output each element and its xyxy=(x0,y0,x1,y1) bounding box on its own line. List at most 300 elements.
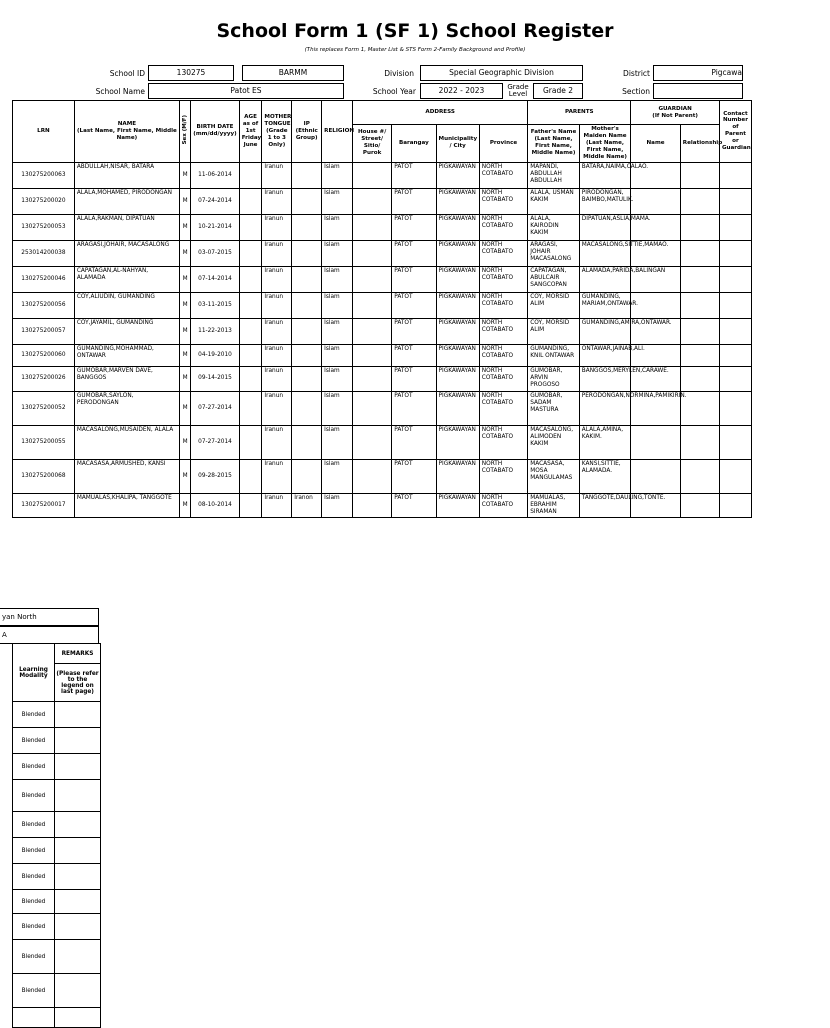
birth-date-cell: 09-28-2015 xyxy=(191,459,239,493)
sex-cell: M xyxy=(179,292,190,318)
barangay-cell: PATOT xyxy=(392,162,436,188)
mother-cell: ONTAWAR,JAINAB,ALI. xyxy=(579,344,631,366)
age-cell xyxy=(239,391,262,425)
age-cell xyxy=(239,366,262,391)
municipality-cell: PIGKAWAYAN xyxy=(436,459,479,493)
remarks-cell xyxy=(55,812,101,838)
father-cell: GUMOBAR, ARVIN PROGOSO xyxy=(528,366,580,391)
remarks-cell xyxy=(55,754,101,780)
age-cell xyxy=(239,214,262,240)
list-item xyxy=(13,890,101,914)
religion-cell: Islam xyxy=(322,188,353,214)
header-religion: RELIGION xyxy=(322,101,353,163)
lrn-cell: 130275200052 xyxy=(13,391,75,425)
lrn-cell: 130275200068 xyxy=(13,459,75,493)
birth-date-cell: 11-06-2014 xyxy=(191,162,239,188)
municipality-cell: PIGKAWAYAN xyxy=(436,318,479,344)
barangay-cell: PATOT xyxy=(392,459,436,493)
table-row xyxy=(13,391,752,425)
contact-cell xyxy=(719,425,751,459)
religion-cell: Islam xyxy=(322,292,353,318)
father-cell: COY, MORSID ALIM xyxy=(528,292,580,318)
header-father: Father's Name (Last Name, First Name, Middle Name) xyxy=(528,125,580,163)
religion-cell: Islam xyxy=(322,318,353,344)
house-cell xyxy=(353,188,392,214)
name-cell: GUMANDING,MOHAMMAD, ONTAWAR xyxy=(74,344,179,366)
mother-cell: ALAMADA,PARIDA,BALINGAN xyxy=(579,266,631,292)
remarks-cell xyxy=(55,864,101,890)
contact-cell xyxy=(719,391,751,425)
list-item xyxy=(13,838,101,864)
mother-cell: GUMANDING, MARIAM,ONTAWAR. xyxy=(579,292,631,318)
name-cell: ALALA,MOHAMED, PIRODONGAN xyxy=(74,188,179,214)
table-row xyxy=(13,459,752,493)
contact-cell xyxy=(719,344,751,366)
barangay-cell: PATOT xyxy=(392,214,436,240)
name-cell: ABDULLAH,NISAR, BATARA xyxy=(74,162,179,188)
province-cell: NORTH COTABATO xyxy=(479,266,527,292)
father-cell: GUMOBAR, SADAM MASTURA xyxy=(528,391,580,425)
religion-cell: Islam xyxy=(322,493,353,518)
father-cell: MAPANDI, ABDULLAH ABDULLAH xyxy=(528,162,580,188)
learning-modality-cell: Blended xyxy=(13,702,55,728)
name-cell: ARAGASI,JOHAIR, MACASALONG xyxy=(74,240,179,266)
ip-cell xyxy=(292,459,322,493)
mother-tongue-cell: Iranun xyxy=(262,214,292,240)
header-ip: IP (Ethnic Group) xyxy=(292,101,322,163)
form-subtitle: (This replaces Form 1, Master List & STS Form 2-Family Background and Profile) xyxy=(304,47,526,53)
ip-cell xyxy=(292,344,322,366)
mother-tongue-cell: Iranun xyxy=(262,344,292,366)
name-cell: CAPATAGAN,AL-NAHYAN, ALAMADA xyxy=(74,266,179,292)
mother-tongue-cell: Iranun xyxy=(262,459,292,493)
religion-cell: Islam xyxy=(322,344,353,366)
religion-cell: Islam xyxy=(322,162,353,188)
learning-modality-cell: Blended xyxy=(13,914,55,940)
name-cell: MACASALONG,MUSAIDEN, ALALA xyxy=(74,425,179,459)
age-cell xyxy=(239,292,262,318)
remarks-cell xyxy=(55,728,101,754)
mother-tongue-cell: Iranun xyxy=(262,366,292,391)
birth-date-cell: 11-22-2013 xyxy=(191,318,239,344)
ip-cell xyxy=(292,425,322,459)
barangay-cell: PATOT xyxy=(392,318,436,344)
grade-level-label: Grade Level xyxy=(507,83,529,98)
birth-date-cell: 07-24-2014 xyxy=(191,188,239,214)
religion-cell: Islam xyxy=(322,425,353,459)
mother-tongue-cell: Iranun xyxy=(262,318,292,344)
municipality-cell: PIGKAWAYAN xyxy=(436,266,479,292)
house-cell xyxy=(353,366,392,391)
contact-cell xyxy=(719,188,751,214)
table-row xyxy=(13,162,752,188)
school-name-label: School Name xyxy=(95,87,145,96)
birth-date-cell: 07-27-2014 xyxy=(191,425,239,459)
lrn-cell: 130275200053 xyxy=(13,214,75,240)
register-table xyxy=(12,100,752,518)
house-cell xyxy=(353,459,392,493)
house-cell xyxy=(353,214,392,240)
list-item xyxy=(13,914,101,940)
municipality-cell: PIGKAWAYAN xyxy=(436,493,479,518)
lrn-cell: 130275200055 xyxy=(13,425,75,459)
house-cell xyxy=(353,318,392,344)
barangay-cell: PATOT xyxy=(392,366,436,391)
lrn-cell: 130275200026 xyxy=(13,366,75,391)
province-cell: NORTH COTABATO xyxy=(479,459,527,493)
guardian-relationship-cell xyxy=(680,459,719,493)
province-cell: NORTH COTABATO xyxy=(479,344,527,366)
barangay-cell: PATOT xyxy=(392,425,436,459)
municipality-cell: PIGKAWAYAN xyxy=(436,162,479,188)
ip-cell xyxy=(292,292,322,318)
ip-cell xyxy=(292,240,322,266)
table-row xyxy=(13,266,752,292)
lrn-cell: 130275200020 xyxy=(13,188,75,214)
barangay-cell: PATOT xyxy=(392,188,436,214)
sex-cell: M xyxy=(179,162,190,188)
sex-cell: M xyxy=(179,391,190,425)
guardian-name-cell xyxy=(631,459,680,493)
guardian-name-cell xyxy=(631,425,680,459)
list-item xyxy=(13,780,101,812)
table-row xyxy=(13,292,752,318)
mother-cell: KANSI,SITTIE, ALAMADA. xyxy=(579,459,631,493)
mother-tongue-cell: Iranun xyxy=(262,240,292,266)
age-cell xyxy=(239,493,262,518)
mother-cell: DIPATUAN,ASLIA,MAMA. xyxy=(579,214,631,240)
house-cell xyxy=(353,266,392,292)
father-cell: GUMANDING, KNIL ONTAWAR xyxy=(528,344,580,366)
province-cell: NORTH COTABATO xyxy=(479,425,527,459)
religion-cell: Islam xyxy=(322,240,353,266)
mother-cell: PERODONGAN,NORMINA,PAMIKIRIN. xyxy=(579,391,631,425)
list-item xyxy=(13,1008,101,1028)
name-cell: COY,JAYAMIL, GUMANDING xyxy=(74,318,179,344)
list-item xyxy=(13,812,101,838)
district-field[interactable]: Pigcawa xyxy=(653,65,743,81)
list-item xyxy=(13,728,101,754)
sex-cell: M xyxy=(179,344,190,366)
school-id-field[interactable]: 130275 xyxy=(148,65,234,81)
school-year-field[interactable]: 2022 - 2023 xyxy=(420,83,503,99)
header-lrn: LRN xyxy=(13,101,75,163)
list-item xyxy=(13,940,101,974)
mother-cell: ALALA,AMINA, KAKIM. xyxy=(579,425,631,459)
header-sex: Sex (M/F) xyxy=(179,101,190,163)
remarks-cell xyxy=(55,940,101,974)
learning-modality-cell: Blended xyxy=(13,780,55,812)
guardian-relationship-cell xyxy=(680,214,719,240)
birth-date-cell: 04-19-2010 xyxy=(191,344,239,366)
school-year-label: School Year xyxy=(372,87,416,96)
birth-date-cell: 03-07-2015 xyxy=(191,240,239,266)
municipality-cell: PIGKAWAYAN xyxy=(436,240,479,266)
mother-tongue-cell: Iranun xyxy=(262,391,292,425)
house-cell xyxy=(353,344,392,366)
remarks-table xyxy=(12,643,101,1028)
sex-cell: M xyxy=(179,214,190,240)
father-cell: ALALA, KAIRODIN KAKIM xyxy=(528,214,580,240)
table-row xyxy=(13,493,752,518)
list-item xyxy=(13,864,101,890)
table-row xyxy=(13,214,752,240)
province-cell: NORTH COTABATO xyxy=(479,162,527,188)
province-cell: NORTH COTABATO xyxy=(479,240,527,266)
learning-modality-cell: Blended xyxy=(13,754,55,780)
header-remarks: REMARKS xyxy=(55,644,101,664)
birth-date-cell: 07-14-2014 xyxy=(191,266,239,292)
contact-cell xyxy=(719,162,751,188)
contact-cell xyxy=(719,214,751,240)
region-field[interactable]: BARMM xyxy=(242,65,344,81)
age-cell xyxy=(239,425,262,459)
section-continuation: A xyxy=(0,626,99,644)
remarks-cell xyxy=(55,890,101,914)
mother-tongue-cell: Iranun xyxy=(262,493,292,518)
age-cell xyxy=(239,459,262,493)
table-row xyxy=(13,188,752,214)
house-cell xyxy=(353,162,392,188)
header-guardian: GUARDIAN (If Not Parent) xyxy=(631,101,720,125)
father-cell: MAMUALAS, EBRAHIM SIRAMAN xyxy=(528,493,580,518)
guardian-relationship-cell xyxy=(680,425,719,459)
barangay-cell: PATOT xyxy=(392,266,436,292)
father-cell: COY, MORSID ALIM xyxy=(528,318,580,344)
birth-date-cell: 07-27-2014 xyxy=(191,391,239,425)
birth-date-cell: 10-21-2014 xyxy=(191,214,239,240)
remarks-cell xyxy=(55,838,101,864)
table-row xyxy=(13,366,752,391)
province-cell: NORTH COTABATO xyxy=(479,318,527,344)
barangay-cell: PATOT xyxy=(392,292,436,318)
house-cell xyxy=(353,240,392,266)
learning-modality-cell: Blended xyxy=(13,728,55,754)
municipality-cell: PIGKAWAYAN xyxy=(436,188,479,214)
contact-cell xyxy=(719,366,751,391)
header-age: AGE as of 1st Friday June xyxy=(239,101,262,163)
sex-cell: M xyxy=(179,493,190,518)
house-cell xyxy=(353,391,392,425)
religion-cell: Islam xyxy=(322,366,353,391)
sex-cell: M xyxy=(179,425,190,459)
name-cell: COY,ALIUDIN, GUMANDING xyxy=(74,292,179,318)
guardian-relationship-cell xyxy=(680,318,719,344)
ip-cell xyxy=(292,266,322,292)
mother-tongue-cell: Iranun xyxy=(262,188,292,214)
municipality-cell: PIGKAWAYAN xyxy=(436,292,479,318)
guardian-relationship-cell xyxy=(680,162,719,188)
province-cell: NORTH COTABATO xyxy=(479,391,527,425)
header-province: Province xyxy=(479,125,527,163)
guardian-relationship-cell xyxy=(680,344,719,366)
birth-date-cell: 08-10-2014 xyxy=(191,493,239,518)
section-field[interactable] xyxy=(653,83,743,99)
lrn-cell: 130275200060 xyxy=(13,344,75,366)
contact-cell xyxy=(719,318,751,344)
ip-cell: Iranon xyxy=(292,493,322,518)
remarks-cell xyxy=(55,780,101,812)
barangay-cell: PATOT xyxy=(392,493,436,518)
age-cell xyxy=(239,344,262,366)
house-cell xyxy=(353,493,392,518)
age-cell xyxy=(239,266,262,292)
remarks-cell xyxy=(55,974,101,1008)
lrn-cell: 253014200038 xyxy=(13,240,75,266)
header-parents: PARENTS xyxy=(528,101,631,125)
mother-cell: TANGGOTE,DAULING,TONTE. xyxy=(579,493,631,518)
learning-modality-cell: Blended xyxy=(13,974,55,1008)
lrn-cell: 130275200046 xyxy=(13,266,75,292)
ip-cell xyxy=(292,214,322,240)
barangay-cell: PATOT xyxy=(392,344,436,366)
mother-cell: BATARA,NAIMA,CALAO. xyxy=(579,162,631,188)
province-cell: NORTH COTABATO xyxy=(479,292,527,318)
father-cell: MACASASA, MOSA MANGULAMAS xyxy=(528,459,580,493)
name-cell: GUMOBAR,SAYLON, PERODONGAN xyxy=(74,391,179,425)
header-contact: Contact Number of Parent or Guardian xyxy=(719,101,751,163)
mother-tongue-cell: Iranun xyxy=(262,292,292,318)
lrn-cell: 130275200056 xyxy=(13,292,75,318)
sex-cell: M xyxy=(179,318,190,344)
header-learning-modality: Learning Modality xyxy=(13,644,55,702)
name-cell: MACASASA,ARMUSHED, KANSI xyxy=(74,459,179,493)
learning-modality-cell: Blended xyxy=(13,812,55,838)
religion-cell: Islam xyxy=(322,214,353,240)
ip-cell xyxy=(292,318,322,344)
list-item xyxy=(13,702,101,728)
contact-cell xyxy=(719,493,751,518)
ip-cell xyxy=(292,162,322,188)
municipality-cell: PIGKAWAYAN xyxy=(436,214,479,240)
house-cell xyxy=(353,292,392,318)
lrn-cell: 130275200057 xyxy=(13,318,75,344)
district-label: District xyxy=(623,69,650,78)
table-row xyxy=(13,425,752,459)
sex-cell: M xyxy=(179,459,190,493)
learning-modality-cell: Blended xyxy=(13,940,55,974)
sex-cell: M xyxy=(179,188,190,214)
ip-cell xyxy=(292,366,322,391)
header-mother-tongue: MOTHER TONGUE (Grade 1 to 3 Only) xyxy=(262,101,292,163)
guardian-relationship-cell xyxy=(680,366,719,391)
guardian-relationship-cell xyxy=(680,266,719,292)
name-cell: MAMUALAS,KHALIPA, TANGGOTE xyxy=(74,493,179,518)
father-cell: CAPATAGAN, ABULCAIR SANGCOPAN xyxy=(528,266,580,292)
table-row xyxy=(13,344,752,366)
section-label: Section xyxy=(622,87,650,96)
mother-tongue-cell: Iranun xyxy=(262,162,292,188)
contact-cell xyxy=(719,266,751,292)
father-cell: ARAGASI, JOHAIR MACASALONG xyxy=(528,240,580,266)
name-cell: ALALA,RAKMAN, DIPATUAN xyxy=(74,214,179,240)
province-cell: NORTH COTABATO xyxy=(479,493,527,518)
birth-date-cell: 03-11-2015 xyxy=(191,292,239,318)
division-field[interactable]: Special Geographic Division xyxy=(420,65,583,81)
province-cell: NORTH COTABATO xyxy=(479,366,527,391)
remarks-cell xyxy=(55,1008,101,1028)
header-name: NAME (Last Name, First Name, Middle Name) xyxy=(74,101,179,163)
contact-cell xyxy=(719,459,751,493)
remarks-legend: (Please refer to the legend on last page) xyxy=(55,664,101,702)
mother-cell: MACASALONG,SITTIE,MAMAO. xyxy=(579,240,631,266)
remarks-cell xyxy=(55,702,101,728)
father-cell: ALALA, USMAN KAKIM xyxy=(528,188,580,214)
learning-modality-cell: Blended xyxy=(13,864,55,890)
grade-level-field[interactable]: Grade 2 xyxy=(533,83,583,99)
header-address: ADDRESS xyxy=(353,101,528,125)
age-cell xyxy=(239,162,262,188)
guardian-relationship-cell xyxy=(680,188,719,214)
religion-cell: Islam xyxy=(322,459,353,493)
guardian-name-cell xyxy=(631,292,680,318)
learning-modality-cell: Blended xyxy=(13,838,55,864)
municipality-cell: PIGKAWAYAN xyxy=(436,366,479,391)
guardian-relationship-cell xyxy=(680,493,719,518)
province-cell: NORTH COTABATO xyxy=(479,188,527,214)
age-cell xyxy=(239,318,262,344)
guardian-relationship-cell xyxy=(680,292,719,318)
header-mother: Mother's Maiden Name (Last Name, First Name, Middle Name) xyxy=(579,125,631,163)
header-guardian-relationship: Relationship xyxy=(680,125,719,163)
school-id-label: School ID xyxy=(109,69,145,78)
header-house: House #/ Street/ Sitio/ Purok xyxy=(353,125,392,163)
municipality-cell: PIGKAWAYAN xyxy=(436,391,479,425)
division-label: Division xyxy=(384,69,414,78)
barangay-cell: PATOT xyxy=(392,240,436,266)
mother-tongue-cell: Iranun xyxy=(262,266,292,292)
header-birth-date: BIRTH DATE (mm/dd/yyyy) xyxy=(191,101,239,163)
religion-cell: Islam xyxy=(322,266,353,292)
sex-cell: M xyxy=(179,366,190,391)
name-cell: GUMOBAR,MARVEN DAVE, BANGGOS xyxy=(74,366,179,391)
birth-date-cell: 09-14-2015 xyxy=(191,366,239,391)
lrn-cell: 130275200017 xyxy=(13,493,75,518)
school-name-field[interactable]: Patot ES xyxy=(148,83,344,99)
mother-cell: GUMANDING,AMIRA,ONTAWAR. xyxy=(579,318,631,344)
municipality-cell: PIGKAWAYAN xyxy=(436,344,479,366)
list-item xyxy=(13,754,101,780)
municipality-cell: PIGKAWAYAN xyxy=(436,425,479,459)
remarks-cell xyxy=(55,914,101,940)
learning-modality-cell xyxy=(13,1008,55,1028)
house-cell xyxy=(353,425,392,459)
mother-tongue-cell: Iranun xyxy=(262,425,292,459)
district-continuation: yan North xyxy=(0,608,99,626)
barangay-cell: PATOT xyxy=(392,391,436,425)
guardian-relationship-cell xyxy=(680,240,719,266)
mother-cell: PIRODONGAN, BAIMBO,MATULIK. xyxy=(579,188,631,214)
lrn-cell: 130275200063 xyxy=(13,162,75,188)
learning-modality-cell: Blended xyxy=(13,890,55,914)
header-municipality: Municipality / City xyxy=(436,125,479,163)
mother-cell: BANGGOS,MERYLEN,CARAWE. xyxy=(579,366,631,391)
province-cell: NORTH COTABATO xyxy=(479,214,527,240)
sex-cell: M xyxy=(179,240,190,266)
ip-cell xyxy=(292,188,322,214)
table-row xyxy=(13,240,752,266)
list-item xyxy=(13,974,101,1008)
contact-cell xyxy=(719,292,751,318)
header-guardian-name: Name xyxy=(631,125,680,163)
age-cell xyxy=(239,240,262,266)
table-row xyxy=(13,318,752,344)
form-title: School Form 1 (SF 1) School Register xyxy=(216,20,614,42)
father-cell: MACASALONG, ALIMODEN KAKIM xyxy=(528,425,580,459)
sex-cell: M xyxy=(179,266,190,292)
guardian-name-cell xyxy=(631,188,680,214)
age-cell xyxy=(239,188,262,214)
